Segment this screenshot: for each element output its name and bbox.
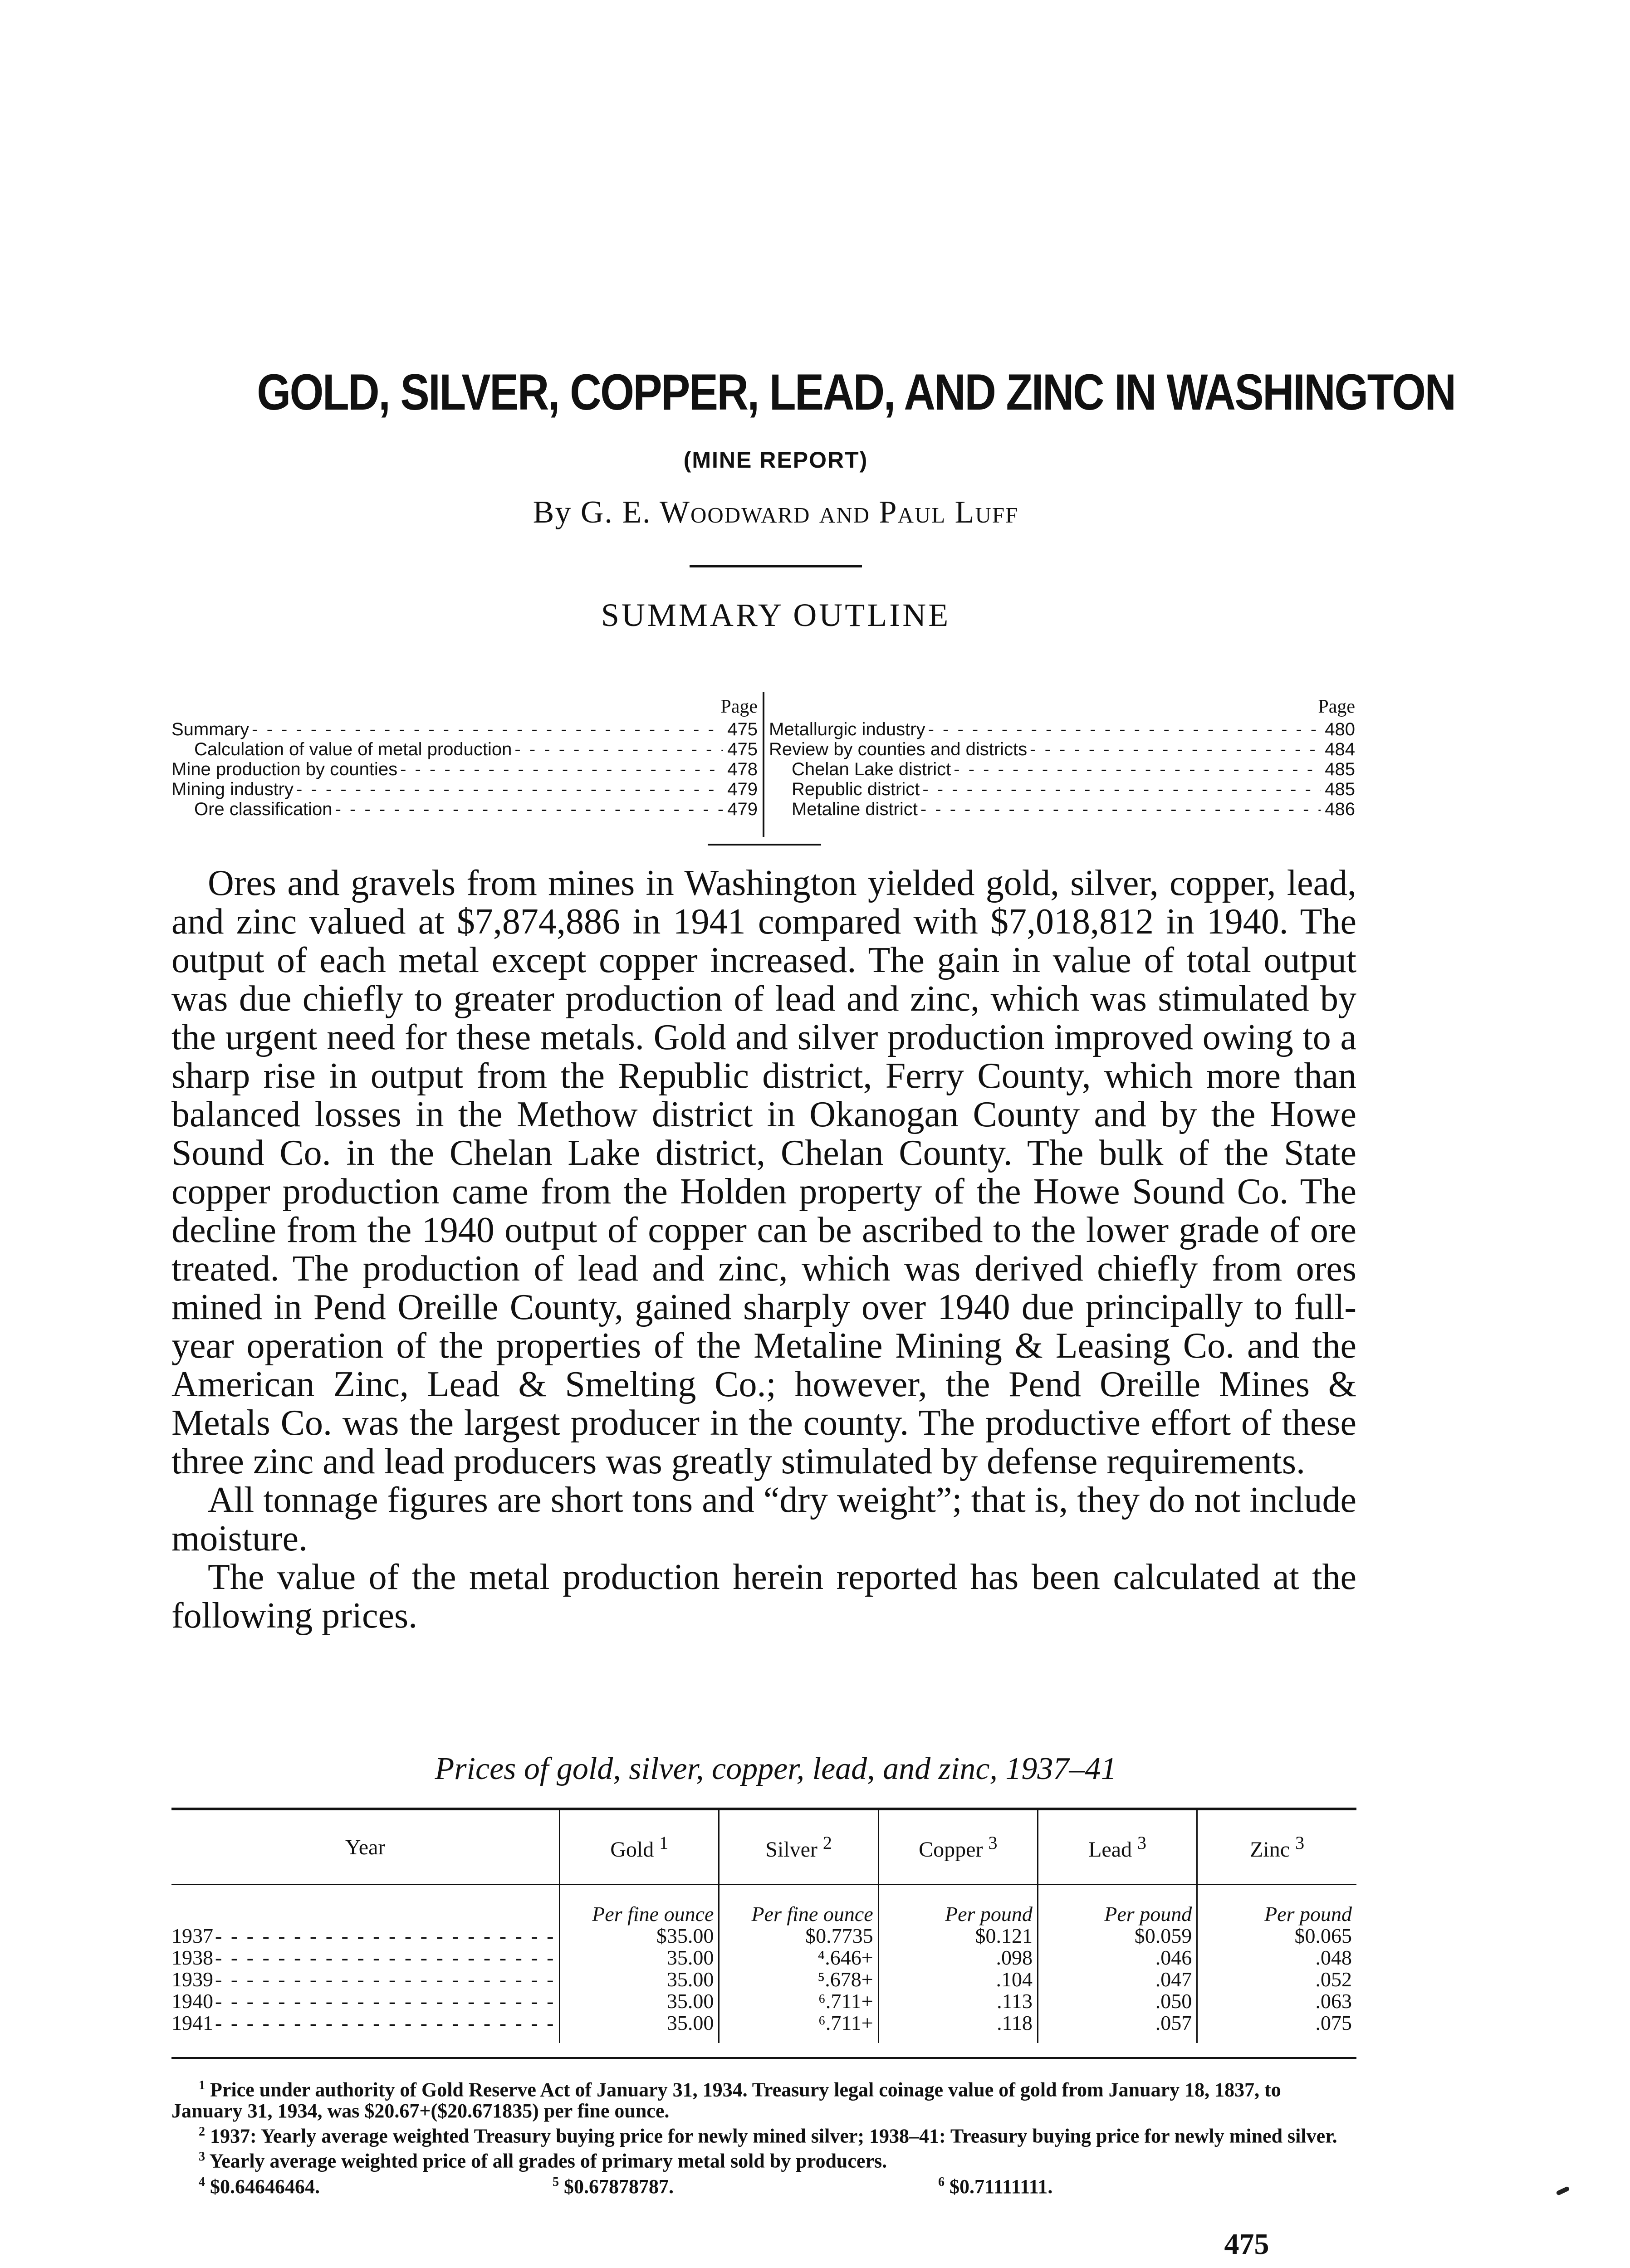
year-cell: 1941 xyxy=(171,2012,213,2034)
table-cell: 35.00 xyxy=(560,2012,719,2043)
toc-item[interactable]: Summary - - - 475 xyxy=(171,719,758,739)
header-rule xyxy=(690,565,862,567)
toc-right-column xyxy=(769,694,1355,819)
column-header-year: Year xyxy=(171,1809,560,1885)
unit-cell: Per pound xyxy=(878,1885,1038,1926)
table-cell: $0.7735 xyxy=(719,1925,878,1947)
table-caption: Prices of gold, silver, copper, lead, and zinc, 1937–41 xyxy=(435,1751,1117,1786)
toc-left-column xyxy=(171,694,758,819)
table-cell: $35.00 xyxy=(560,1925,719,1947)
table-cell: .118 xyxy=(878,2012,1038,2043)
table-cell: .098 xyxy=(878,1947,1038,1969)
footnote: $^5$ $0.67878787. xyxy=(553,2175,674,2198)
table-cell: $0.059 xyxy=(1038,1925,1197,1947)
table-cell: ⁵.678+ xyxy=(719,1969,878,1990)
toc-item[interactable]: Review by counties and districts - - - 484 xyxy=(769,739,1355,759)
paragraph: Ores and gravels from mines in Washington yielded gold, silver, copper, lead, and zinc valued at $7,874,886 in 1941 compared with $7,018,812 in 1940. The output of each metal except copper increased. The gain in value of total output was due chiefly to greater production of lead and zinc, which was stimulated by the urgent need for these metals. Gold and silver production improved owing to a sharp rise in output from the Republic district, Ferry County, which more than balanced losses in the Methow district in Okanogan County and by the Howe Sound Co. in the Chelan Lake district, Chelan County. The bulk of the State copper production came from the Holden property of the Howe Sound Co. The decline from the 1940 output of copper can be ascribed to the lower grade of ore treated. The production of lead and zinc, which was derived chiefly from ores mined in Pend Oreille County, gained sharply over 1940 due principally to full-year operation of the properties of the Metaline Mining & Leasing Co. and the American Zinc, Lead & Smelting Co.; however, the Pend Oreille Mines & Metals Co. was the largest producer in the county. The productive effort of these three zinc and lead producers was greatly stimulated by defense requirements. xyxy=(171,863,1356,1481)
table-cell: .047 xyxy=(1038,1969,1197,1990)
footnote: $^2$ 1937: Yearly average weighted Treasury buying price for newly mined silver; 1938–41: Treasury buying price for newly mined silver. xyxy=(199,2124,1337,2147)
footnote: $^4$ $0.64646464. xyxy=(199,2175,320,2198)
toc-item[interactable]: Metaline district - - - 486 xyxy=(769,799,1355,819)
scan-mark xyxy=(1556,2186,1570,2196)
footnote: $^1$ Price under authority of Gold Reserve Act of January 31, 1934. Treasury legal coinage value of gold from January 18, 1837, to January 31, 1934, was $20.67+($20.671835) per fine ounce. xyxy=(171,2078,1281,2122)
table-cell: .046 xyxy=(1038,1947,1197,1969)
table-row xyxy=(171,1969,1356,1990)
toc-page-label: Page xyxy=(1318,696,1355,717)
table-cell: 35.00 xyxy=(560,1990,719,2012)
table-row xyxy=(171,1947,1356,1969)
toc-item[interactable]: Ore classification - - - 479 xyxy=(171,799,758,819)
column-header-silver: Silver $^2$ xyxy=(719,1809,878,1885)
table-cell: ⁶.711+ xyxy=(719,2012,878,2043)
table-cell: .075 xyxy=(1197,2012,1356,2043)
unit-cell: Per pound xyxy=(1038,1885,1197,1926)
table-cell: .052 xyxy=(1197,1969,1356,1990)
table-row xyxy=(171,2012,1356,2043)
column-header-gold: Gold $^1$ xyxy=(560,1809,719,1885)
table-cell: .050 xyxy=(1038,1990,1197,2012)
toc-page-label: Page xyxy=(720,696,758,717)
unit-cell: Per pound xyxy=(1197,1885,1356,1926)
toc-item[interactable]: Mine production by counties - - - 478 xyxy=(171,759,758,779)
column-header-lead: Lead $^3$ xyxy=(1038,1809,1197,1885)
year-cell: 1939 xyxy=(171,1969,213,1990)
page-title: GOLD, SILVER, COPPER, LEAD, AND ZINC IN WASHINGTON xyxy=(257,364,1455,420)
year-cell: 1937 xyxy=(171,1925,213,1947)
toc-item[interactable]: Calculation of value of metal production - - - 475 xyxy=(171,739,758,759)
table-cell: .113 xyxy=(878,1990,1038,2012)
prices-table xyxy=(171,1808,1356,2043)
unit-cell: Per fine ounce xyxy=(719,1885,878,1926)
table-cell: ⁴.646+ xyxy=(719,1947,878,1969)
table-cell: 35.00 xyxy=(560,1969,719,1990)
table-header-row xyxy=(171,1809,1356,1885)
table-cell: .057 xyxy=(1038,2012,1197,2043)
outline-rule xyxy=(708,844,821,846)
year-cell: 1940 xyxy=(171,1990,213,2012)
table-cell: .048 xyxy=(1197,1947,1356,1969)
table-cell: ⁶.711+ xyxy=(719,1990,878,2012)
toc-divider xyxy=(763,692,764,837)
author-line xyxy=(172,494,1379,531)
toc-item[interactable]: Mining industry - - - 479 xyxy=(171,779,758,799)
footnotes xyxy=(171,2075,1356,2197)
toc-item[interactable]: Republic district - - - 485 xyxy=(769,779,1355,799)
table-cell: $0.121 xyxy=(878,1925,1038,1947)
body-text xyxy=(171,864,1356,1635)
table-cell: .104 xyxy=(878,1969,1038,1990)
by-label: By xyxy=(533,495,572,530)
toc-item[interactable]: Chelan Lake district - - - 485 xyxy=(769,759,1355,779)
footnote: $^3$ Yearly average weighted price of all grades of primary metal sold by producers. xyxy=(199,2150,887,2172)
toc-item[interactable]: Metallurgic industry - - - 480 xyxy=(769,719,1355,739)
report-type: (MINE REPORT) xyxy=(683,447,868,473)
author-names: G. E. Woodward and Paul Luff xyxy=(580,495,1019,530)
paragraph: The value of the metal production herein reported has been calculated at the following prices. xyxy=(171,1557,1356,1636)
column-header-copper: Copper $^3$ xyxy=(878,1809,1038,1885)
footnote-row xyxy=(171,2172,1356,2197)
table-bottom-rule xyxy=(171,2057,1356,2059)
year-cell: 1938 xyxy=(171,1947,213,1969)
unit-cell: Per fine ounce xyxy=(560,1885,719,1926)
table-cell: $0.065 xyxy=(1197,1925,1356,1947)
table-cell: 35.00 xyxy=(560,1947,719,1969)
page-number: 475 xyxy=(1224,2228,1269,2261)
table-row xyxy=(171,1925,1356,1947)
outline-heading: SUMMARY OUTLINE xyxy=(601,597,951,633)
column-header-zinc: Zinc $^3$ xyxy=(1197,1809,1356,1885)
table-row xyxy=(171,1990,1356,2012)
paragraph: All tonnage figures are short tons and “dry weight”; that is, they do not include moisture. xyxy=(171,1480,1356,1559)
footnote: $^6$ $0.71111111. xyxy=(938,2175,1053,2198)
table-cell: .063 xyxy=(1197,1990,1356,2012)
unit-row xyxy=(171,1885,1356,1926)
